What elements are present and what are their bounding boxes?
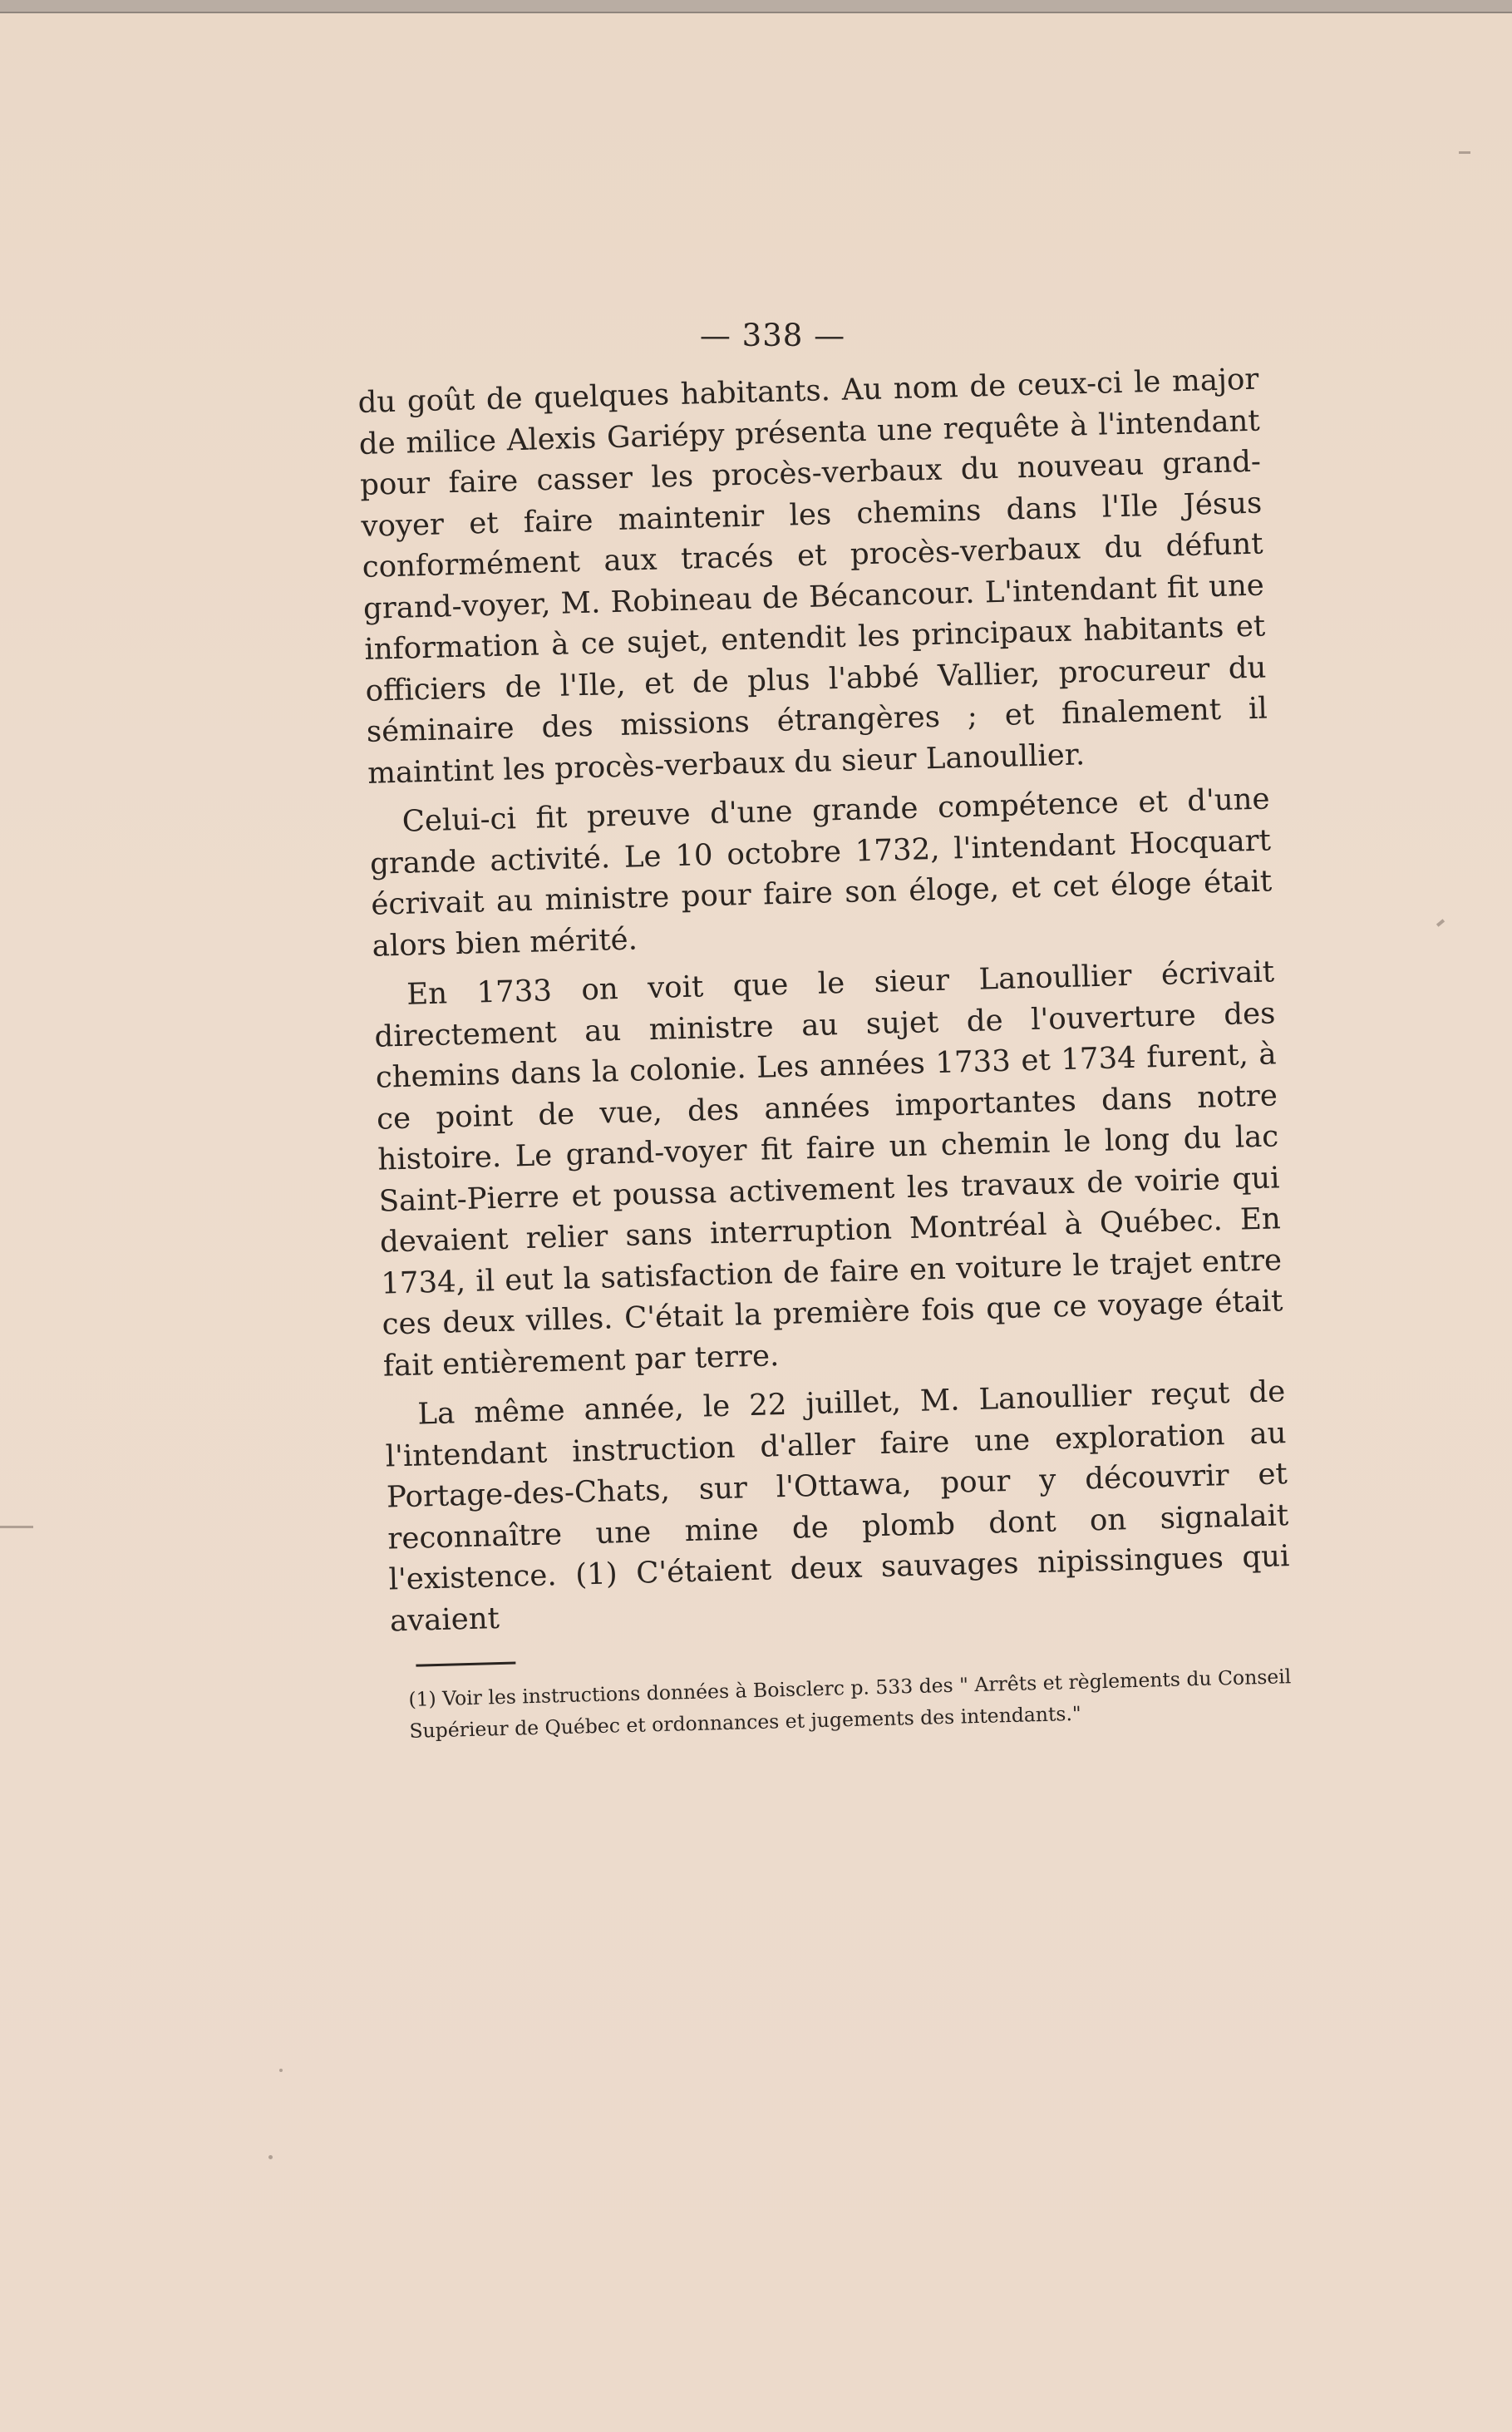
- paragraph-4: La même année, le 22 juillet, M. Lanoullier reçut de l'intendant instruction d'aller faire une exploration au Portage-des-Chats, sur l'Ottawa, pour y découvrir et reconnaître une mine de plomb dont on signalait l'existence. (1) C'étaient deux sauvages nipissingues qui avaient: [385, 1374, 1290, 1638]
- body-text: [357, 359, 1294, 1748]
- paragraph-3: En 1733 on voit que le sieur Lanoullier écrivait directement au ministre au sujet de l'ouverture des chemins dans la colonie. Les années 1733 et 1734 furent, à ce point de vue, des années importantes dans notre histoire. Le grand-voyer fit faire un chemin le long du lac Saint-Pierre et poussa activement les travaux de voirie qui devaient relier sans interruption Montréal à Québec. En 1734, il eut la satisfaction de faire en voiture le trajet entre ces deux villes. C'était la première fois que ce voyage était fait entièrement par terre.: [374, 955, 1283, 1384]
- page-number: — 338 —: [699, 318, 846, 353]
- margin-speck: [1459, 151, 1470, 154]
- footnote-divider: [416, 1662, 515, 1667]
- paragraph-2: Celui-ci fit preuve d'une grande compétence et d'une grande activité. Le 10 octobre 1732, l'intendant Hocquart écrivait au ministre pour faire son éloge, et cet éloge était alors bien mérité.: [369, 782, 1273, 964]
- footnote: (1) Voir les instructions données à Boisclerc p. 533 des " Arrêts et règlements du Conseil Supérieur de Québec et ordonnances et jugements des intendants.": [408, 1665, 1292, 1743]
- page-top-edge: [0, 0, 1512, 13]
- margin-speck: [268, 2155, 273, 2159]
- margin-speck: [0, 1526, 33, 1528]
- margin-speck: [279, 2069, 283, 2072]
- paragraph-1: du goût de quelques habitants. Au nom de ceux-ci le major de milice Alexis Gariépy présenta une requête à l'intendant pour faire casser les procès-verbaux du nouveau grand-voyer et faire maintenir les chemins dans l'Ile Jésus conformément aux tracés et procès-verbaux du défunt grand-voyer, M. Robineau de Bécancour. L'intendant fit une information à ce sujet, entendit les principaux habitants et officiers de l'Ile, et de plus l'abbé Vallier, procureur du séminaire des missions étrangères ; et finalement il maintint les procès-verbaux du sieur Lanoullier.: [357, 362, 1268, 791]
